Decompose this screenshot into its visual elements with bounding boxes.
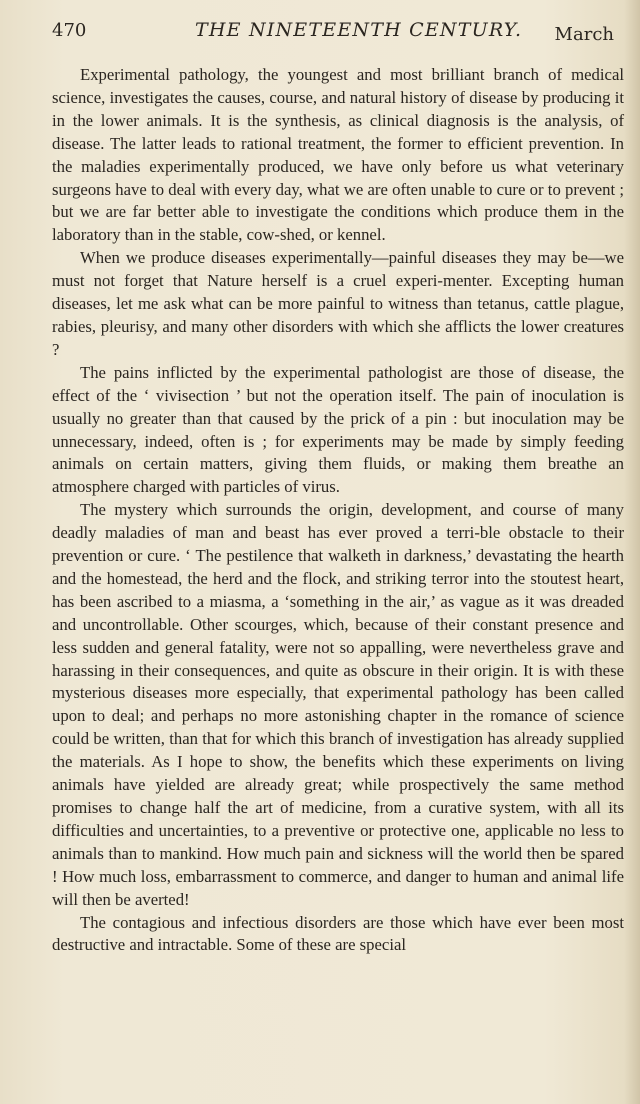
page-edge-shadow (624, 0, 640, 1104)
paragraph: When we produce diseases experimentally—painful diseases they may be—we must not forget that Nature herself is a cruel experi-menter. Excepting human diseases, let me ask what can be more painful to witness than tetanus, cattle plague, rabies, pleurisy, and many other disorders with which she afflicts the lower creatures ? (52, 248, 624, 359)
page-header (40, 14, 620, 46)
paragraph: The mystery which surrounds the origin, development, and course of many deadly maladies of man and beast has ever proved a terri-ble obstacle to their prevention or cure. ‘ The pestilence that walketh in darkness,’ devastating the hearth and the homestead, the herd and the flock, and striking terror into the stoutest heart, has been ascribed to a miasma, a ‘something in the air,’ as vague as it was dreaded and uncontrollable. Other scourges, which, because of their constant presence and less sudden and general fatality, were not so appalling, were nevertheless grave and harassing in their consequences, and quite as obscure in their origin. It is with these mysterious diseases more especially, that experimental pathology has been called upon to deal; and perhaps no more astonishing chapter in the romance of science could be written, than that for which this branch of investigation has already supplied the materials. As I hope to show, the benefits which these experiments on living animals have yielded are already great; while prospectively the same method promises to change half the art of medicine, from a curative system, with all its difficulties and uncertainties, to a preventive or protective one, applicable no less to animals than to mankind. How much pain and sickness will the world then be spared ! How much loss, embarrassment to commerce, and danger to human and animal life will then be averted! (52, 500, 624, 909)
paragraph: Experimental pathology, the youngest and most brilliant branch of medical science, investigates the causes, course, and natural history of disease by producing it in the lower animals. It is the synthesis, as clinical diagnosis is the analysis, of disease. The latter leads to rational treatment, the former to efficient prevention. In the maladies experimentally produced, we have only before us what veterinary surgeons have to deal with every day, what we are often unable to cure or to prevent ; but we are far better able to investigate the conditions which produce them in the laboratory than in the stable, cow-shed, or kennel. (52, 65, 624, 245)
article-body (52, 64, 624, 957)
running-head-title: THE NINETEENTH CENTURY. (195, 19, 523, 41)
paragraph: The contagious and infectious disorders are those which have ever been most destructive and intractable. Some of these are special (52, 912, 624, 955)
issue-month: March (554, 24, 614, 45)
page-number: 470 (52, 20, 87, 41)
paragraph: The pains inflicted by the experimental pathologist are those of disease, the effect of the ‘ vivisection ’ but not the operation itself. The pain of inoculation is usually no greater than that caused by the prick of a pin : but inoculation may be unnecessary, indeed, often is ; for experiments may be made by simply feeding animals on certain matters, giving them fluids, or making them breathe an atmosphere charged with particles of virus. (52, 362, 624, 497)
